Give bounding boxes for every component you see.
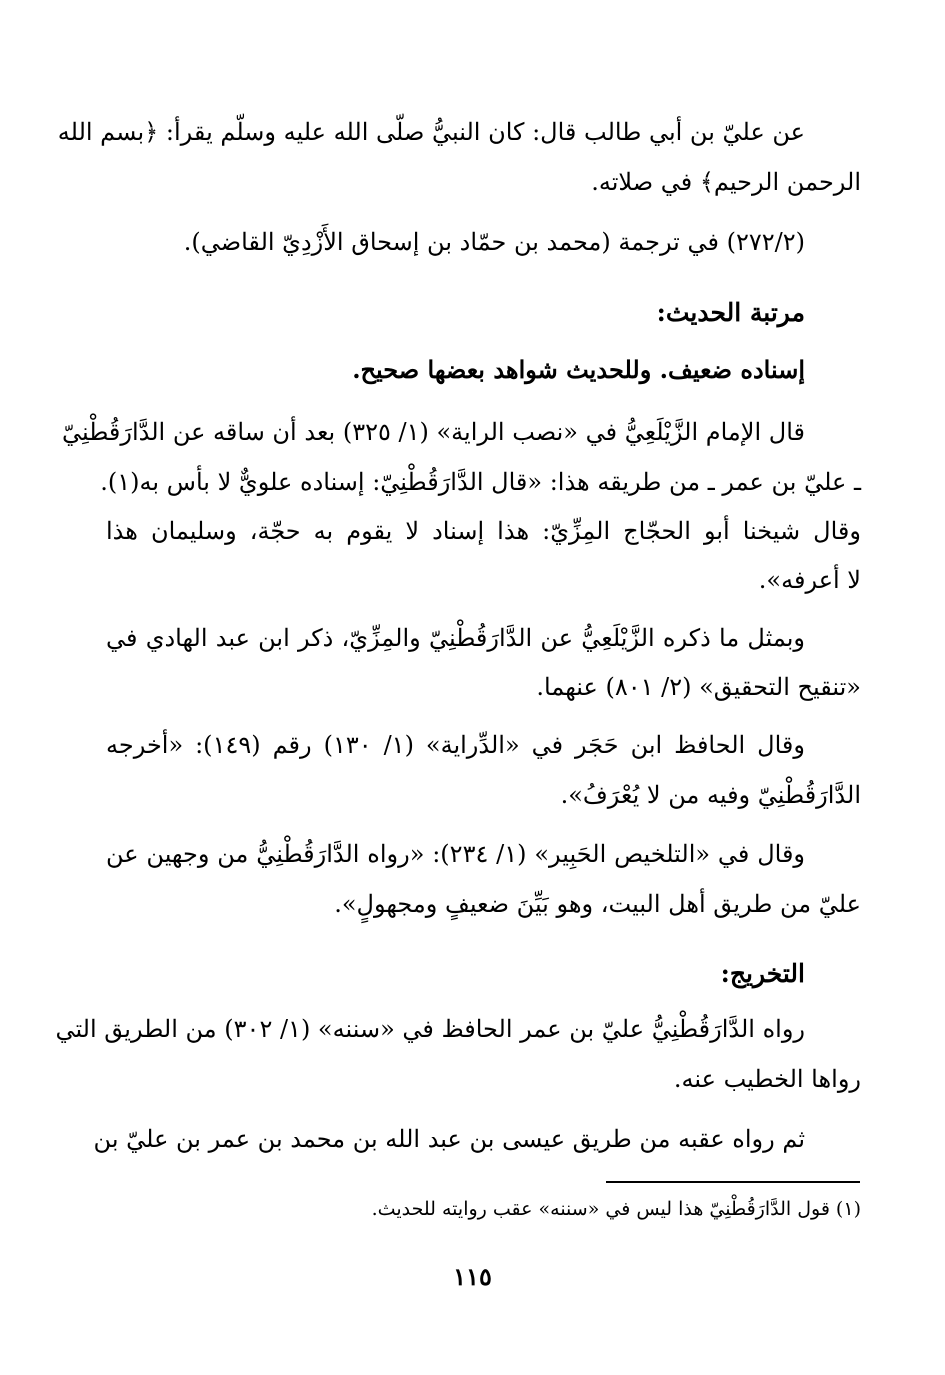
text-line: رواها الخطيب عنه.: [673, 1065, 861, 1093]
text-line: ـ عليّ بن عمر ـ من طريقه هذا: «قال الدَّارَقُطْنِيّ: إسناده علويٌّ لا بأس به(١).: [100, 468, 861, 496]
text-line: رواه الدَّارَقُطْنِيُّ عليّ بن عمر الحافظ في «سننه» (١/ ٣٠٢) من الطريق التي: [55, 1015, 805, 1043]
footnote-divider: [606, 1181, 860, 1183]
text-line: ثم رواه عقبه من طريق عيسى بن عبد الله بن محمد بن عمر بن عليّ بن: [93, 1125, 805, 1153]
text-line: الدَّارَقُطْنِيّ وفيه من لا يُعْرَفُ».: [560, 781, 861, 809]
text-line: وبمثل ما ذكره الزَّيْلَعِيُّ عن الدَّارَقُطْنِيّ والمِزِّيّ، ذكر ابن عبد الهادي في: [106, 624, 805, 652]
section-heading: التخريج:: [720, 959, 805, 988]
page-number: ١١٥: [453, 1262, 492, 1291]
text-line: «تنقيح التحقيق» (٢/ ٨٠١) عنهما.: [536, 673, 861, 701]
text-line: وقال في «التلخيص الحَبِير» (١/ ٢٣٤): «رواه الدَّارَقُطْنِيُّ من وجهين عن: [106, 840, 806, 868]
text-line: عن عليّ بن أبي طالب قال: كان النبيُّ صلّى الله عليه وسلّم يقرأ: ﴿بسم الله: [57, 118, 805, 146]
text-line: (٢٧٢/٢) في ترجمة (محمد بن حمّاد بن إسحاق الأَزْدِيّ القاضي).: [183, 228, 805, 256]
text-line: قال الإمام الزَّيْلَعِيُّ في «نصب الراية» (١/ ٣٢٥) بعد أن ساقه عن الدَّارَقُطْنِيّ: [61, 418, 805, 446]
section-heading: مرتبة الحديث:: [656, 298, 805, 327]
footnote: (١) قول الدَّارَقُطْنِيّ هذا ليس في «سننه» عقب روايته للحديث.: [371, 1198, 861, 1220]
text-line: إسناده ضعيف. وللحديث شواهد بعضها صحيح.: [352, 355, 805, 384]
text-line: الرحمن الرحيم﴾ في صلاته.: [591, 168, 861, 196]
text-line: لا أعرفه».: [758, 566, 861, 594]
text-line: وقال الحافظ ابن حَجَر في «الدِّراية» (١/ ١٣٠) رقم (١٤٩): «أخرجه: [106, 731, 805, 759]
text-line: وقال شيخنا أبو الحجّاج المِزِّيّ: هذا إسناد لا يقوم به حجّة، وسليمان هذا: [106, 517, 861, 545]
text-line: عليّ من طريق أهل البيت، وهو بَيِّنَ ضعيفٍ ومجهولٍ».: [334, 890, 861, 918]
